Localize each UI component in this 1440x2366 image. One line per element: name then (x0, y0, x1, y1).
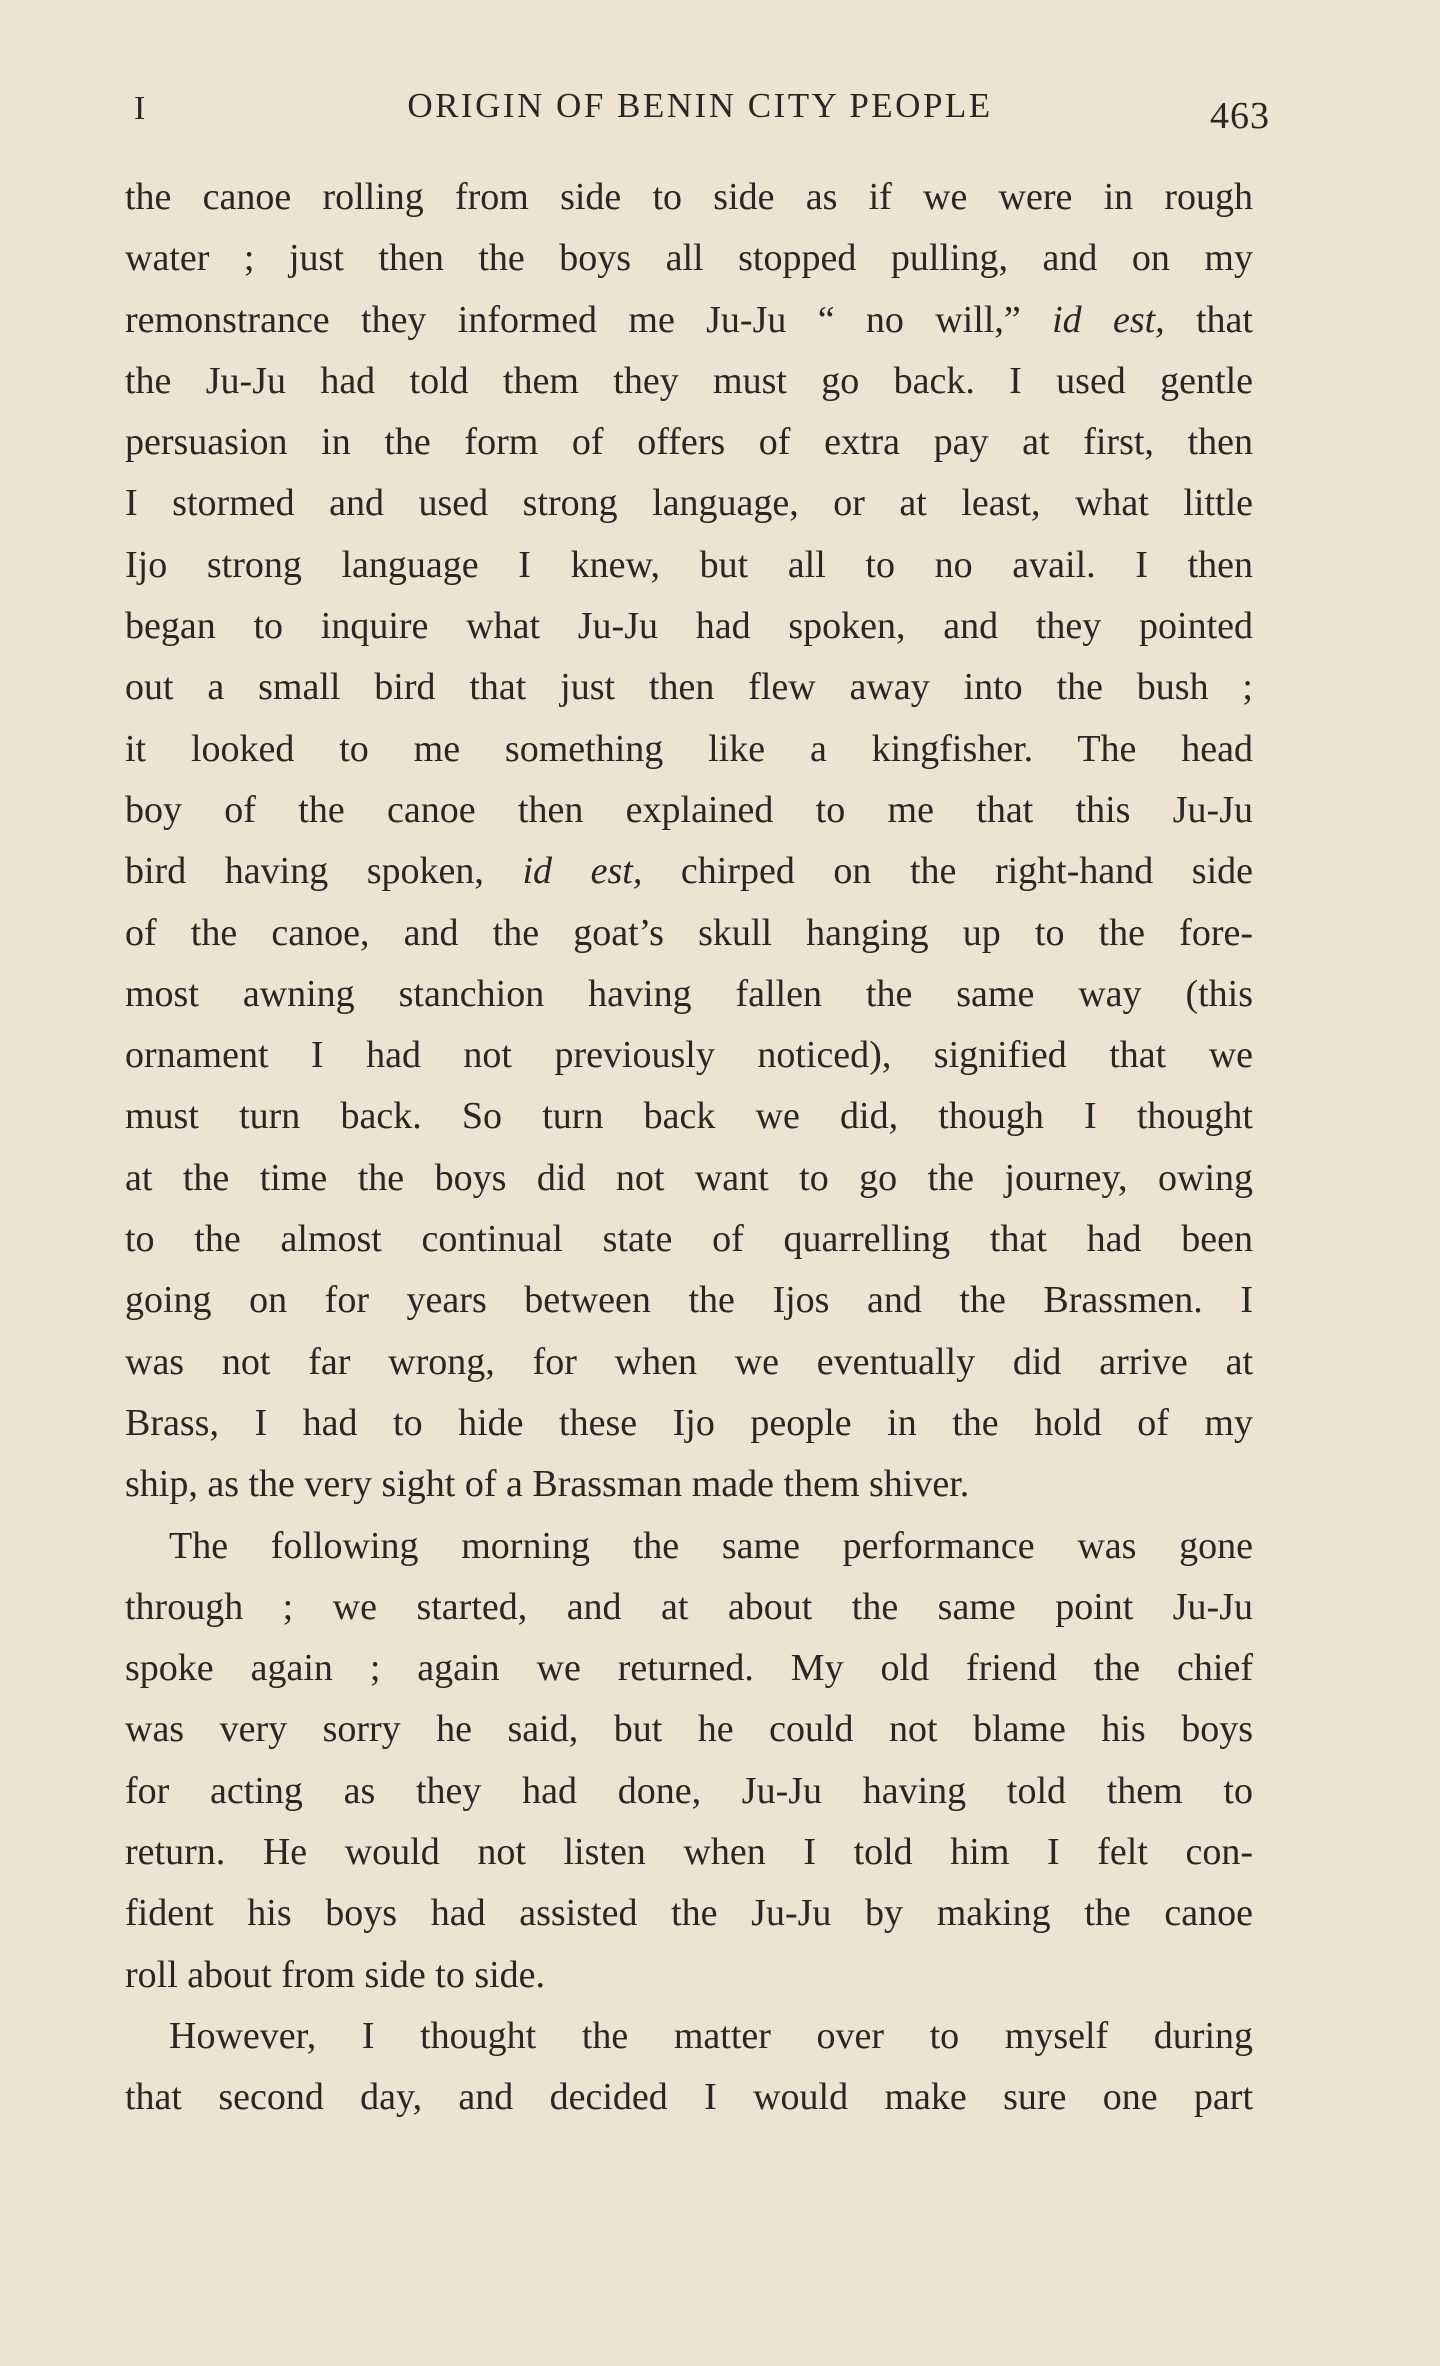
running-header (130, 86, 1270, 146)
body-text (125, 167, 1253, 2129)
chapter-number: I (134, 90, 147, 127)
latin-phrase: id est, (1052, 298, 1165, 341)
text-line: was not far wrong, for when we eventually did arrive at (125, 1340, 1253, 1383)
text-line: roll about from side to side. (125, 1953, 546, 1996)
text-line: remonstrance they informed me Ju-Ju “ no will,” id est, that (125, 298, 1253, 341)
latin-phrase: id est, (522, 850, 643, 893)
text-line: out a small bird that just then flew away into the bush ; (125, 666, 1253, 709)
text-line: most awning stanchion having fallen the same way (this (125, 972, 1253, 1015)
text-line: water ; just then the boys all stopped pulling, and on my (125, 237, 1253, 280)
text-line: it looked to me something like a kingfisher. The head (125, 727, 1253, 770)
text-line: the Ju-Ju had told them they must go back. I used gentle (125, 359, 1253, 402)
text-line: was very sorry he said, but he could not blame his boys (125, 1708, 1253, 1751)
text-line: must turn back. So turn back we did, though I thought (125, 1095, 1253, 1138)
text-line: Ijo strong language I knew, but all to no avail. I then (125, 543, 1253, 586)
text-line: the canoe rolling from side to side as if we were in rough (125, 176, 1253, 218)
text-line: bird having spoken, id est, chirped on the right-hand side (125, 850, 1254, 893)
text-line: The following morning the same performance was gone (169, 1524, 1253, 1567)
text-line: Brass, I had to hide these Ijo people in the hold of my (125, 1401, 1253, 1444)
text-line: I stormed and used strong language, or at least, what little (125, 482, 1253, 525)
text-line: began to inquire what Ju-Ju had spoken, and they pointed (125, 605, 1253, 648)
text-line: spoke again ; again we returned. My old friend the chief (125, 1647, 1253, 1690)
running-title: ORIGIN OF BENIN CITY PEOPLE (407, 86, 993, 125)
text-line: persuasion in the form of offers of extra pay at first, then (125, 421, 1253, 464)
text-line: that second day, and decided I would make sure one part (125, 2076, 1253, 2119)
page-number: 463 (1210, 95, 1270, 137)
text-line: for acting as they had done, Ju-Ju having told them to (125, 1769, 1253, 1812)
text-line: to the almost continual state of quarrelling that had been (125, 1218, 1253, 1261)
text-line: boy of the canoe then explained to me that this Ju-Ju (125, 788, 1253, 831)
text-line: ship, as the very sight of a Brassman made them shiver. (125, 1463, 970, 1506)
text-line: of the canoe, and the goat’s skull hanging up to the fore- (125, 911, 1253, 954)
text-line: return. He would not listen when I told him I felt con- (125, 1831, 1253, 1874)
text-line: going on for years between the Ijos and the Brassmen. I (125, 1279, 1253, 1322)
text-line: through ; we started, and at about the same point Ju-Ju (125, 1585, 1253, 1628)
text-line: at the time the boys did not want to go the journey, owing (125, 1156, 1253, 1199)
text-line: fident his boys had assisted the Ju-Ju by making the canoe (125, 1892, 1253, 1935)
text-line: ornament I had not previously noticed), signified that we (125, 1034, 1253, 1077)
text-line: However, I thought the matter over to myself during (169, 2014, 1253, 2057)
